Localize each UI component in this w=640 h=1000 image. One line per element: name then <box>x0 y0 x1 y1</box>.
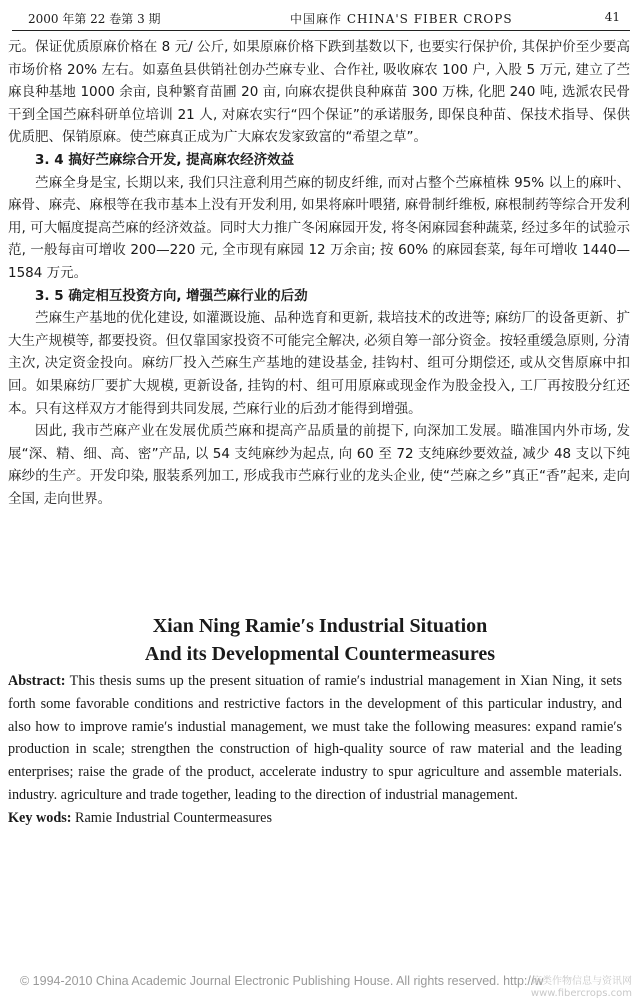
watermark-line: www.fibercrops.com <box>530 988 632 999</box>
issue-info: 2000 年第 22 卷第 3 期 <box>28 12 161 26</box>
keywords-text: Ramie Industrial Countermeasures <box>71 809 272 826</box>
english-title <box>0 612 640 668</box>
abstract-label: Abstract: <box>8 673 66 689</box>
chinese-body <box>8 36 630 510</box>
keywords-label: Key wods: <box>8 809 72 826</box>
keywords-block <box>8 807 622 830</box>
abstract-block <box>8 670 622 807</box>
section-heading: 3. 4 搞好苎麻综合开发, 提高麻农经济效益 <box>35 151 295 168</box>
english-abstract <box>8 670 622 830</box>
section-heading: 3. 5 确定相互投资方向, 增强苎麻行业的后劲 <box>35 287 308 304</box>
paragraph: 苎麻全身是宝, 长期以来, 我们只注意利用苎麻的韧皮纤维, 而对占整个苎麻植株 95% 以上的麻叶、麻骨、麻壳、麻根等在我市基本上没有开发利用, 如果将麻叶喂猪, 麻骨制纤维板, 麻根制药等综合开发利用, 可大幅度提高苎麻的经济效益。同时大力推广冬闲麻园开发, 将冬闲麻园套种蔬菜, 经过多年的试验示范, 一般每亩可增收 200—220 元, 全市现有麻园 12 万余亩; 按 60% 的麻园套菜, 每年可增收 1440—1584 万元。 <box>8 174 630 281</box>
title-line: And its Developmental Countermeasures <box>144 643 496 665</box>
journal-name: 中国麻作 CHINA'S FIBER CROPS <box>290 12 513 26</box>
paragraph: 元。保证优质原麻价格在 8 元/ 公斤, 如果原麻价格下跌到基数以下, 也要实行保护价, 其保护价至少要高市场价格 20% 左右。如嘉鱼县供销社创办苎麻专业、合作社, 吸收麻农 100 户, 入股 5 万元, 建立了苎麻良种基地 1000 余亩, 良种繁育苗圃 20 亩, 向麻农提供良种麻苗 300 万株, 化肥 240 吨, 选派农民骨干到全国苎麻科研单位培训 21 人, 对麻农实行“四个保证”的承诺服务, 即保良种苗、保技术指导、保供优质肥、保销原麻。使苎麻真正成为广大麻农发家致富的“希望之草”。 <box>8 39 630 146</box>
watermark-line: 麻类作物信息与资讯网 <box>532 976 632 987</box>
paragraph: 因此, 我市苎麻产业在发展优质苎麻和提高产品质量的前提下, 向深加工发展。瞄准国内外市场, 发展“深、精、细、高、密”产品, 以 54 支纯麻纱为起点, 向 60 至 72 支纯麻纱要效益, 减少 48 支以下纯麻纱的生产。开发印染, 服装系列加工, 形成我市苎麻行业的龙头企业, 使“苎麻之乡”真正“香”起来, 走向全国, 走向世界。 <box>8 423 630 507</box>
copyright-footer: © 1994-2010 China Academic Journal Electronic Publishing House. All rights reserved. http://w <box>20 974 544 988</box>
site-watermark <box>531 976 632 1000</box>
running-header <box>12 8 630 31</box>
title-line: Xian Ning Ramie′s Industrial Situation <box>152 615 488 637</box>
paragraph: 苎麻生产基地的优化建设, 如灌溉设施、品种选育和更新, 栽培技术的改进等; 麻纺厂的设备更新、扩大生产规模等, 都要投资。但仅靠国家投资不可能完全解决, 必须自筹一部分资金。按轻重缓急原则, 分清主次, 决定资金投向。麻纺厂投入苎麻生产基地的建设基金, 挂钩村、组可分期偿还, 或从交售原麻中扣回。如果麻纺厂要扩大规模, 更新设备, 挂钩的村、组可用原麻或现金作为股金投入, 工厂再按股分红还本。只有这样双方才能得到共同发展, 苎麻行业的后劲才能得到增强。 <box>8 310 630 417</box>
abstract-text: This thesis sums up the present situation of ramie′s industrial management in Xian Ning, it sets forth some favorable conditions and restrictive factors in the development of this particular industry, and also how to improve ramie′s industial management, we must take the following measures: expand ramie′s production in scale; strengthen the construction of high-quality source of raw material and the leading enterprises; raise the grade of the product, accelerate industry to spur agriculture and assemble materials. industry. agriculture and trade together, leading to the direction of industrial management. <box>8 673 622 803</box>
page-number: 41 <box>604 10 620 24</box>
